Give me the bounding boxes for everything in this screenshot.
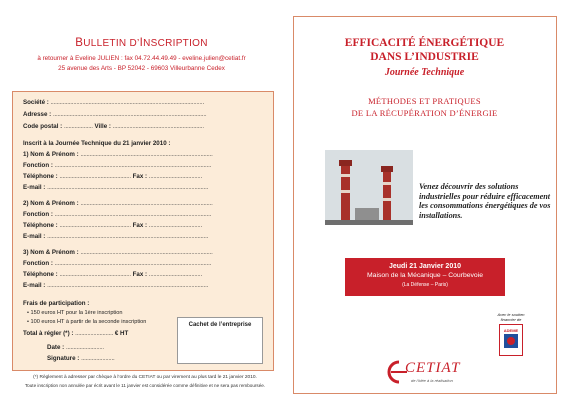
registration-form <box>12 91 274 371</box>
event-title-line2: DANS L’INDUSTRIE <box>370 51 479 63</box>
inscrit-label: Inscrit à la Journée Technique du 21 janvier 2010 : <box>23 140 171 147</box>
frais-item-1: • 150 euros HT pour la 1ère inscription <box>27 310 123 316</box>
societe-field[interactable]: Société : ..................................................................................................... <box>23 99 204 106</box>
cancellation-footnote: Toute inscription non annulée par écrit avant le 11 janvier est considérée comme définitive et ne sera pas remboursée. <box>24 383 266 388</box>
person3-telephone-field[interactable]: Téléphone : ............................................... Fax : ................................... <box>23 271 202 278</box>
event-subtitle: Journée Technique <box>384 67 465 78</box>
frais-label: Frais de participation : <box>23 300 90 307</box>
event-tagline: Venez découvrir des solutions industrielles pour réduire efficacement les consommations énergétiques de vos installations. <box>419 182 551 220</box>
person2-nom-field[interactable]: 2) Nom & Prénom : ....................................................................................... <box>23 200 213 207</box>
event-panel <box>283 0 566 400</box>
event-date-box <box>345 258 505 296</box>
event-place: Maison de la Mécanique – Courbevoie <box>367 272 483 279</box>
return-address-line2: 25 avenue des Arts - BP 52042 - 69603 Villeurbanne Cedex <box>58 65 225 72</box>
signature-field[interactable]: Signature : ...................... <box>47 355 115 362</box>
event-date: Jeudi 21 Janvier 2010 <box>389 263 461 270</box>
ademe-emblem-icon <box>504 334 518 348</box>
ademe-logo: ADEME <box>499 324 523 356</box>
code-postal-field[interactable]: Code postal : ................... Ville : ............................................................ <box>23 123 204 130</box>
frais-item-2: • 100 euros HT à partir de la seconde inscription <box>27 319 147 325</box>
company-stamp-box[interactable]: Cachet de l’entreprise <box>177 317 263 364</box>
person3-nom-field[interactable]: 3) Nom & Prénom : ....................................................................................... <box>23 249 213 256</box>
person2-telephone-field[interactable]: Téléphone : ............................................... Fax : ................................... <box>23 222 202 229</box>
sponsor-caption: Avec le soutien financier de <box>497 312 525 322</box>
person3-email-field[interactable]: E-mail : .......................................................................................................... <box>23 282 209 289</box>
return-address-line1: à retourner à Eveline JULIEN : fax 04.72.44.49.49 - eveline.julien@cetiat.fr <box>37 55 246 62</box>
cetiat-logo <box>381 358 501 386</box>
cetiat-wordmark: CETIAT <box>405 360 461 376</box>
person2-email-field[interactable]: E-mail : .......................................................................................................... <box>23 233 209 240</box>
person1-fonction-field[interactable]: Fonction : ....................................................................................................... <box>23 162 212 169</box>
adresse-field[interactable]: Adresse : ..................................................................................................... <box>23 111 207 118</box>
cetiat-tagline: de l’idée à la réalisation <box>411 378 453 383</box>
person1-email-field[interactable]: E-mail : .......................................................................................................... <box>23 184 209 191</box>
person1-telephone-field[interactable]: Téléphone : ............................................... Fax : ................................... <box>23 173 202 180</box>
chimney-photo <box>325 150 413 225</box>
payment-footnote: (*) Règlement à adresser par chèque à l’ordre du CETIAT ou par virement au plus tard le 21 janvier 2010. <box>33 375 257 380</box>
bulletin-title: BULLETIN D’INSCRIPTION <box>75 37 208 49</box>
person1-nom-field[interactable]: 1) Nom & Prénom : ....................................................................................... <box>23 151 213 158</box>
methods-line2: DE LA RÉCUPÉRATION D’ÉNERGIE <box>351 108 498 118</box>
total-field[interactable]: Total à régler (*) : ......................... € HT <box>23 330 129 337</box>
event-title-line1: EFFICACITÉ ÉNERGÉTIQUE <box>344 37 505 49</box>
person2-fonction-field[interactable]: Fonction : ....................................................................................................... <box>23 211 212 218</box>
person3-fonction-field[interactable]: Fonction : ....................................................................................................... <box>23 260 212 267</box>
methods-line1: MÉTHODES ET PRATIQUES <box>368 96 481 106</box>
chimney-illustration <box>325 150 413 225</box>
event-area: (La Défense – Paris) <box>402 282 448 288</box>
date-field[interactable]: Date : ......................... <box>47 344 104 351</box>
